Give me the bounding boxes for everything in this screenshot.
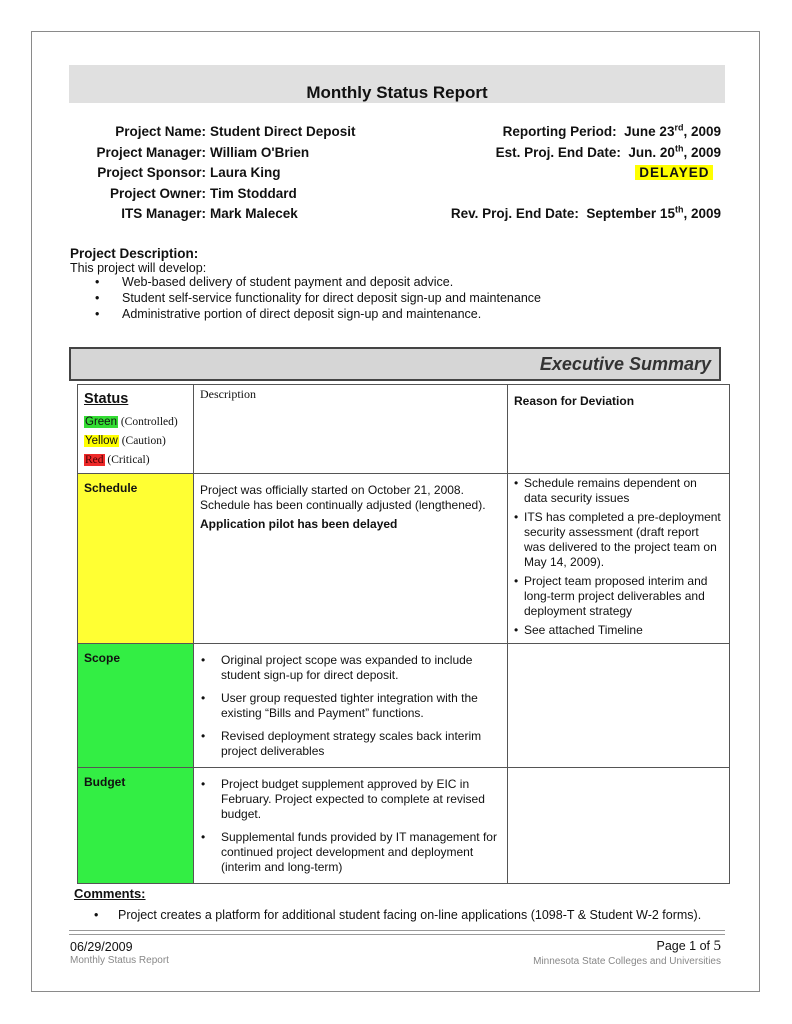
legend-green: Green (Controlled) <box>85 416 178 428</box>
description-item: • Administrative portion of direct deposit sign-up and maintenance. <box>122 307 541 323</box>
schedule-reason-list <box>508 474 729 638</box>
list-item: • Schedule remains dependent on data security issues <box>514 476 723 506</box>
status-header: Status <box>84 391 129 407</box>
rev-end-date-row: Rev. Proj. End Date: September 15th, 2009 <box>450 204 721 221</box>
list-item: • Project team proposed interim and long-term project deliverables and deployment strategy <box>514 574 723 619</box>
list-item: • Supplemental funds provided by IT management for continued project development and deployment (interim and long-term) <box>194 830 501 875</box>
description-item: • Web-based delivery of student payment and deposit advice. <box>122 275 541 291</box>
schedule-description-cell <box>194 474 508 644</box>
status-flag-row <box>391 165 721 186</box>
budget-status-cell: Budget <box>78 768 194 884</box>
legend-yellow: Yellow (Caution) <box>85 435 166 447</box>
spacer-row <box>391 186 721 207</box>
list-item: • Original project scope was expanded to include student sign-up for direct deposit. <box>194 653 501 683</box>
budget-description-cell <box>194 768 508 884</box>
description-heading: Project Description: <box>70 246 199 261</box>
list-item: • ITS has completed a pre-deployment security assessment (draft report was delivered to the project team on May 14, 2009). <box>514 510 723 570</box>
description-list <box>70 275 541 323</box>
status-legend <box>84 413 193 470</box>
comments-item: • Project creates a platform for additional student facing on-line applications (1098-T & Student W-2 forms). <box>94 908 701 922</box>
schedule-reason-cell <box>508 474 730 644</box>
description-item: • Student self-service functionality for direct deposit sign-up and maintenance <box>122 291 541 307</box>
status-header-cell <box>78 385 194 474</box>
est-end-date-row: Est. Proj. End Date: Jun. 20th, 2009 <box>495 143 721 160</box>
title-bar <box>69 65 725 103</box>
document-page <box>31 31 760 992</box>
description-intro: This project will develop: <box>70 261 207 275</box>
executive-summary-title: Executive Summary <box>539 354 711 374</box>
table-row-scope <box>78 644 730 768</box>
comments-section <box>74 886 702 922</box>
its-manager-row: ITS Manager: Mark Malecek <box>121 206 298 221</box>
scope-description-cell <box>194 644 508 768</box>
table-header-row <box>78 385 730 474</box>
delayed-badge: DELAYED <box>635 165 713 180</box>
schedule-description-bold: Application pilot has been delayed <box>200 517 398 531</box>
footer-left <box>70 940 169 966</box>
footer-date: 06/29/2009 <box>70 940 133 954</box>
footer-divider <box>69 930 725 931</box>
footer-right <box>533 938 721 967</box>
list-item: • User group requested tighter integration with the existing “Bills and Payment” functions. <box>194 691 501 721</box>
budget-reason-cell <box>508 768 730 884</box>
project-sponsor-row: Project Sponsor: Laura King <box>97 165 281 180</box>
list-item: • Revised deployment strategy scales back interim project deliverables <box>194 729 501 759</box>
scope-list <box>194 644 507 759</box>
comments-heading: Comments: <box>74 886 146 901</box>
project-name-row: Project Name: Student Direct Deposit <box>115 124 356 139</box>
schedule-description-text: Project was officially started on October 21, 2008. Schedule has been continually adjusted (lengthened). <box>200 483 486 512</box>
footer-divider-secondary <box>69 934 725 935</box>
legend-red: Red (Critical) <box>85 454 150 466</box>
reporting-period-row: Reporting Period: June 23rd, 2009 <box>502 122 721 139</box>
footer-org: Minnesota State Colleges and Universities <box>533 956 721 967</box>
schedule-status-cell: Schedule <box>78 474 194 644</box>
project-owner-row: Project Owner: Tim Stoddard <box>109 185 297 201</box>
page-number: Page 1 of 5 <box>656 938 721 954</box>
project-info-right <box>391 124 721 227</box>
executive-summary-bar <box>69 347 721 381</box>
description-header: Description <box>194 385 508 474</box>
footer-doc-name: Monthly Status Report <box>70 955 169 966</box>
reason-header: Reason for Deviation <box>508 385 730 474</box>
table-row-schedule <box>78 474 730 644</box>
scope-status-cell: Scope <box>78 644 194 768</box>
project-manager-row: Project Manager: William O'Brien <box>96 144 310 160</box>
list-item: • See attached Timeline <box>514 623 723 638</box>
scope-reason-cell <box>508 644 730 768</box>
page-title: Monthly Status Report <box>306 83 488 102</box>
list-item: • Project budget supplement approved by EIC in February. Project expected to complete at revised budget. <box>194 777 501 822</box>
budget-list <box>194 768 507 875</box>
project-info-left <box>68 124 368 227</box>
executive-summary-table <box>77 384 730 884</box>
table-row-budget <box>78 768 730 884</box>
project-description <box>70 246 541 323</box>
